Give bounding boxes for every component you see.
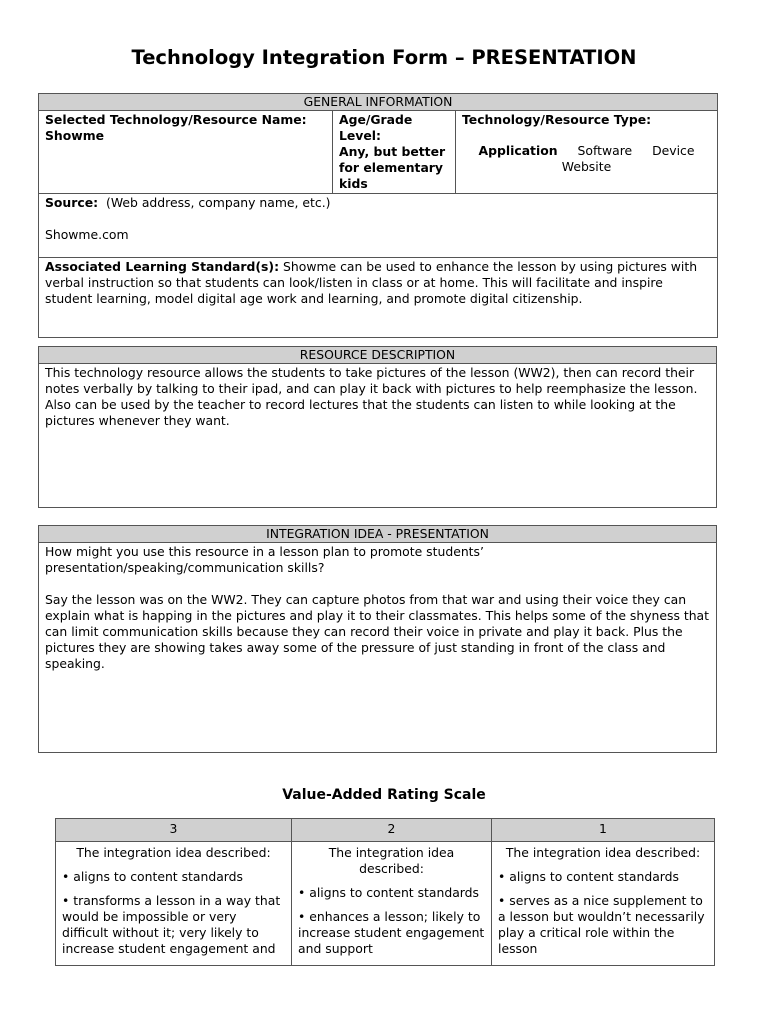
rating-3-intro: The integration idea described: (76, 845, 271, 860)
rating-score-2: 2 (292, 819, 492, 842)
rating-2-intro: The integration idea described: (328, 845, 455, 876)
rating-score-3: 3 (56, 819, 292, 842)
source-label: Source: (45, 195, 99, 210)
page-title: Technology Integration Form – PRESENTATION (131, 46, 637, 69)
type-option-application: Application (478, 143, 558, 158)
tech-name-value: Showme (45, 128, 105, 143)
rating-scale-title: Value-Added Rating Scale (282, 787, 486, 803)
rating-1-bullet-1: • aligns to content standards (498, 869, 680, 884)
age-label: Age/Grade Level: (339, 112, 413, 143)
type-option-software: Software (577, 143, 633, 158)
age-value: Any, but better for elementary kids (339, 144, 446, 191)
age-cell (333, 111, 456, 194)
integration-idea-table (38, 525, 717, 753)
rating-cell-1 (492, 842, 715, 966)
resource-description-text: This technology resource allows the students to take pictures of the lesson (WW2), then can record their notes verbally by talking to their ipad, and can play it back with pictures to help reemphasize the lesson. Also can be used by the teacher to record lectures that the students can listen to while looking at the pictures whenever they want. (39, 364, 717, 508)
integration-idea-header: INTEGRATION IDEA - PRESENTATION (39, 526, 717, 543)
tech-name-label: Selected Technology/Resource Name: (45, 112, 307, 127)
resource-description-header: RESOURCE DESCRIPTION (39, 347, 717, 364)
source-value: Showme.com (45, 227, 129, 242)
rating-3-bullet-2: • transforms a lesson in a way that would be impossible or very difficult without it; very likely to increase student engagement and (62, 893, 281, 956)
type-label: Technology/Resource Type: (462, 112, 652, 127)
type-option-website: Website (561, 159, 612, 174)
general-information-header: GENERAL INFORMATION (39, 94, 718, 111)
rating-cell-3 (56, 842, 292, 966)
type-cell (456, 111, 718, 194)
standards-label: Associated Learning Standard(s): (45, 259, 280, 274)
rating-1-intro: The integration idea described: (505, 845, 701, 860)
integration-idea-cell (39, 543, 717, 753)
standards-cell (39, 258, 718, 338)
general-information-table (38, 93, 718, 338)
integration-answer: Say the lesson was on the WW2. They can capture photos from that war and using their voice they can explain what is happing in the pictures and play it to their classmates. This helps some of the shyness that can limit communication skills because they can record their voice in private and play it back. Plus the pictures they are showing takes away some of the pressure of just standing in front of the class and speaking. (45, 592, 710, 671)
rating-3-bullet-1: • aligns to content standards (62, 869, 244, 884)
rating-cell-2 (292, 842, 492, 966)
integration-question: How might you use this resource in a lesson plan to promote students’ presentation/speaking/communication skills? (45, 544, 484, 575)
rating-1-bullet-2: • serves as a nice supplement to a lesson but wouldn’t necessarily play a critical role within the lesson (498, 893, 705, 956)
tech-name-cell (39, 111, 333, 194)
standards-value: Showme can be used to enhance the lesson by using pictures with verbal instruction so that students can look/listen in class or at home. This will facilitate and inspire student learning, model digital age work and learning, and promote digital citizenship. (45, 259, 698, 306)
resource-description-table (38, 346, 717, 508)
source-cell (39, 194, 718, 258)
rating-scale-table (55, 818, 715, 966)
rating-2-bullet-1: • aligns to content standards (298, 885, 480, 900)
type-options-row1 (462, 143, 711, 159)
rating-score-1: 1 (492, 819, 715, 842)
rating-2-bullet-2: • enhances a lesson; likely to increase student engagement and support (298, 909, 485, 956)
type-options-row2 (462, 159, 711, 175)
type-option-device: Device (652, 143, 695, 158)
source-hint: (Web address, company name, etc.) (106, 195, 331, 210)
